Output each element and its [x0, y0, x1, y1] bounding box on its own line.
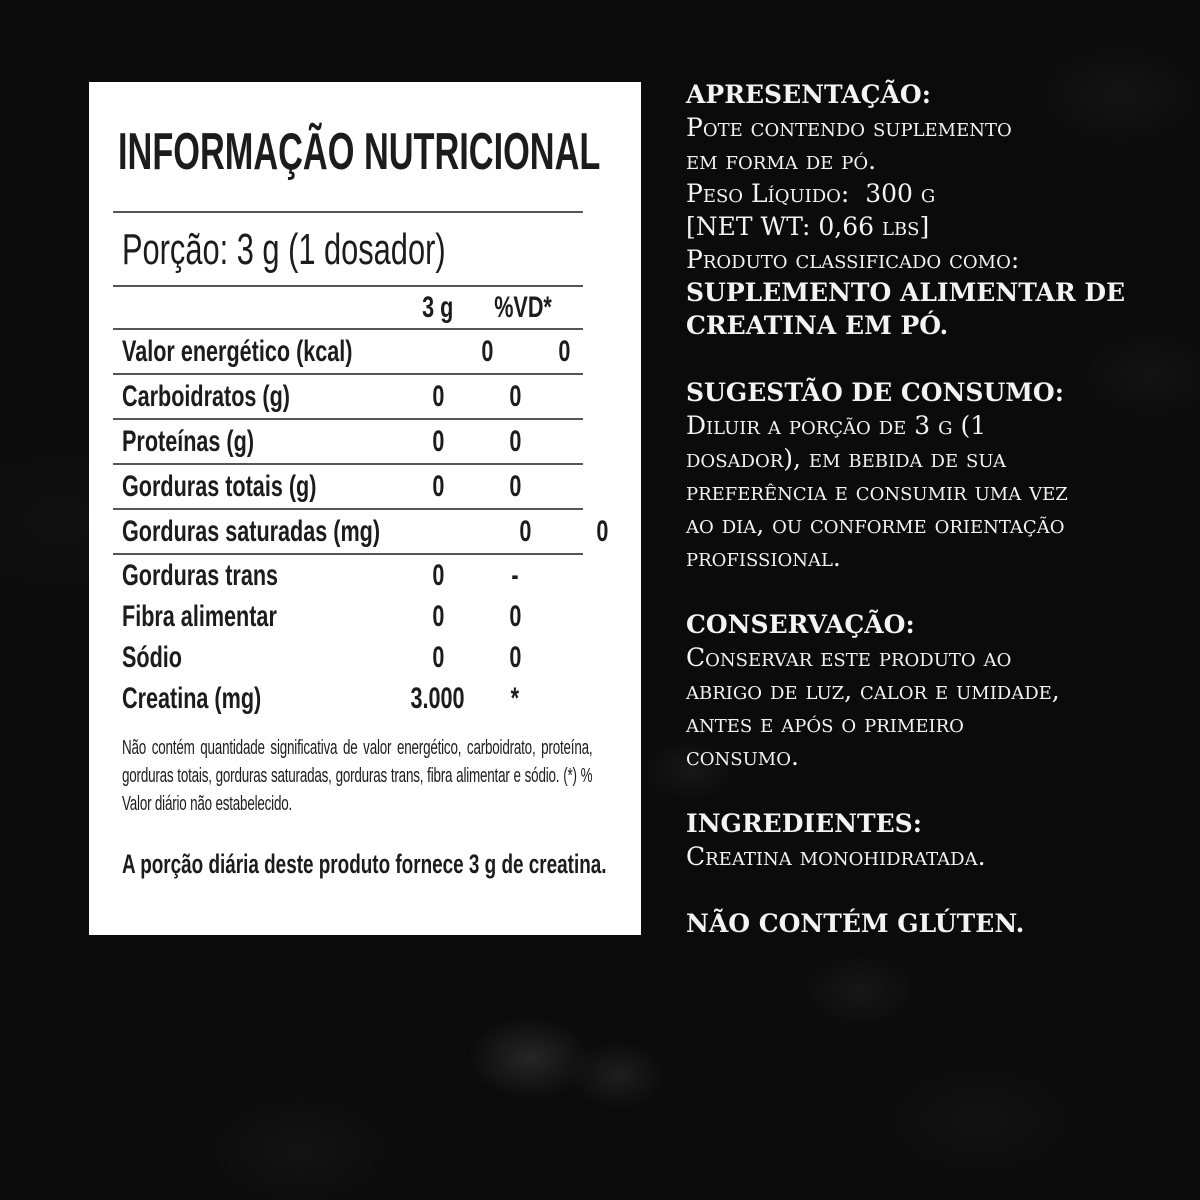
info-line: CREATINA EM PÓ.: [686, 311, 949, 340]
table-row: [113, 465, 583, 510]
table-header-row: [113, 285, 583, 330]
row-dv: 0: [508, 379, 522, 413]
table-row: [113, 596, 583, 637]
row-amount: 0: [431, 424, 445, 458]
info-line: dosador), em bebida de sua: [686, 444, 1006, 473]
table-row: [113, 555, 583, 596]
row-label: Carboidratos (g): [122, 379, 291, 413]
header-dv: %VD*: [494, 290, 552, 324]
row-label: Gorduras trans: [122, 558, 279, 592]
row-amount: 0: [481, 334, 494, 368]
info-line: preferência e consumir uma vez: [686, 477, 1068, 506]
row-dv: *: [510, 681, 520, 715]
info-line: ao dia, ou conforme orientação: [686, 510, 1065, 539]
table-row: [113, 420, 583, 465]
info-line: antes e após o primeiro: [686, 709, 964, 738]
row-label: Creatina (mg): [122, 681, 262, 715]
info-line: Diluir a porção de 3 g (1: [686, 411, 987, 440]
row-dv: 0: [558, 334, 571, 368]
info-line: abrigo de luz, calor e umidade,: [686, 676, 1060, 705]
row-amount: 0: [519, 514, 532, 548]
row-label: Proteínas (g): [122, 424, 255, 458]
table-row: [113, 678, 583, 719]
row-dv: -: [511, 558, 519, 592]
header-amount: 3 g: [422, 290, 454, 324]
row-dv: 0: [508, 599, 522, 633]
section-gluten-free: [686, 907, 1156, 940]
serving-size: Porção: 3 g (1 dosador): [122, 225, 446, 274]
section-sugestao-de-consumo: [686, 376, 1156, 574]
section-heading: SUGESTÃO DE CONSUMO:: [686, 378, 1064, 407]
section-apresentacao: [686, 78, 1156, 342]
section-heading: CONSERVAÇÃO:: [686, 610, 915, 639]
row-amount: 0: [431, 469, 445, 503]
section-ingredientes: [686, 807, 1156, 873]
row-amount: 0: [431, 640, 445, 674]
nutrition-panel: [89, 82, 641, 935]
info-line: Conservar este produto ao: [686, 643, 1012, 672]
row-label: Gorduras totais (g): [122, 469, 317, 503]
info-line: [NET WT: 0,66 lbs]: [686, 212, 930, 241]
info-line: SUPLEMENTO ALIMENTAR DE: [686, 278, 1126, 307]
table-row: [113, 375, 583, 420]
row-label: Gorduras saturadas (mg): [122, 514, 381, 548]
info-line: consumo.: [686, 742, 799, 771]
info-line: Creatina monohidratada.: [686, 842, 986, 871]
panel-title: INFORMAÇÃO NUTRICIONAL: [118, 123, 601, 181]
row-dv: 0: [596, 514, 609, 548]
row-amount: 0: [431, 379, 445, 413]
info-line: Peso Líquido: 300 g: [686, 179, 936, 208]
row-amount: 0: [431, 599, 445, 633]
row-label: Sódio: [122, 640, 182, 674]
table-row: [113, 637, 583, 678]
row-amount: 3.000: [410, 681, 466, 715]
section-heading: INGREDIENTES:: [686, 809, 922, 838]
row-dv: 0: [508, 640, 522, 674]
info-line: Pote contendo suplemento: [686, 113, 1012, 142]
table-row: [113, 330, 583, 375]
table-row: [113, 510, 609, 555]
nutrition-table: [113, 285, 609, 719]
daily-note: A porção diária deste produto fornece 3 g de creatina.: [122, 849, 607, 879]
row-dv: 0: [508, 469, 522, 503]
section-conservacao: [686, 608, 1156, 773]
row-amount: 0: [431, 558, 445, 592]
row-dv: 0: [508, 424, 522, 458]
row-label: Valor energético (kcal): [122, 334, 353, 368]
row-label: Fibra alimentar: [122, 599, 277, 633]
divider: [113, 211, 583, 213]
section-heading: APRESENTAÇÃO:: [686, 80, 931, 109]
info-column: [686, 78, 1156, 974]
info-line: em forma de pó.: [686, 146, 877, 175]
section-heading: NÃO CONTÉM GLÚTEN.: [686, 909, 1025, 938]
info-line: Produto classificado como:: [686, 245, 1020, 274]
footnote: Não contém quantidade significativa de valor energético, carboidrato, proteína, gorduras totais, gorduras saturadas, gorduras trans, fibra alimentar e sódio. (*) % Valor diário não estabelecido.: [122, 737, 593, 815]
info-line: profissional.: [686, 543, 841, 572]
